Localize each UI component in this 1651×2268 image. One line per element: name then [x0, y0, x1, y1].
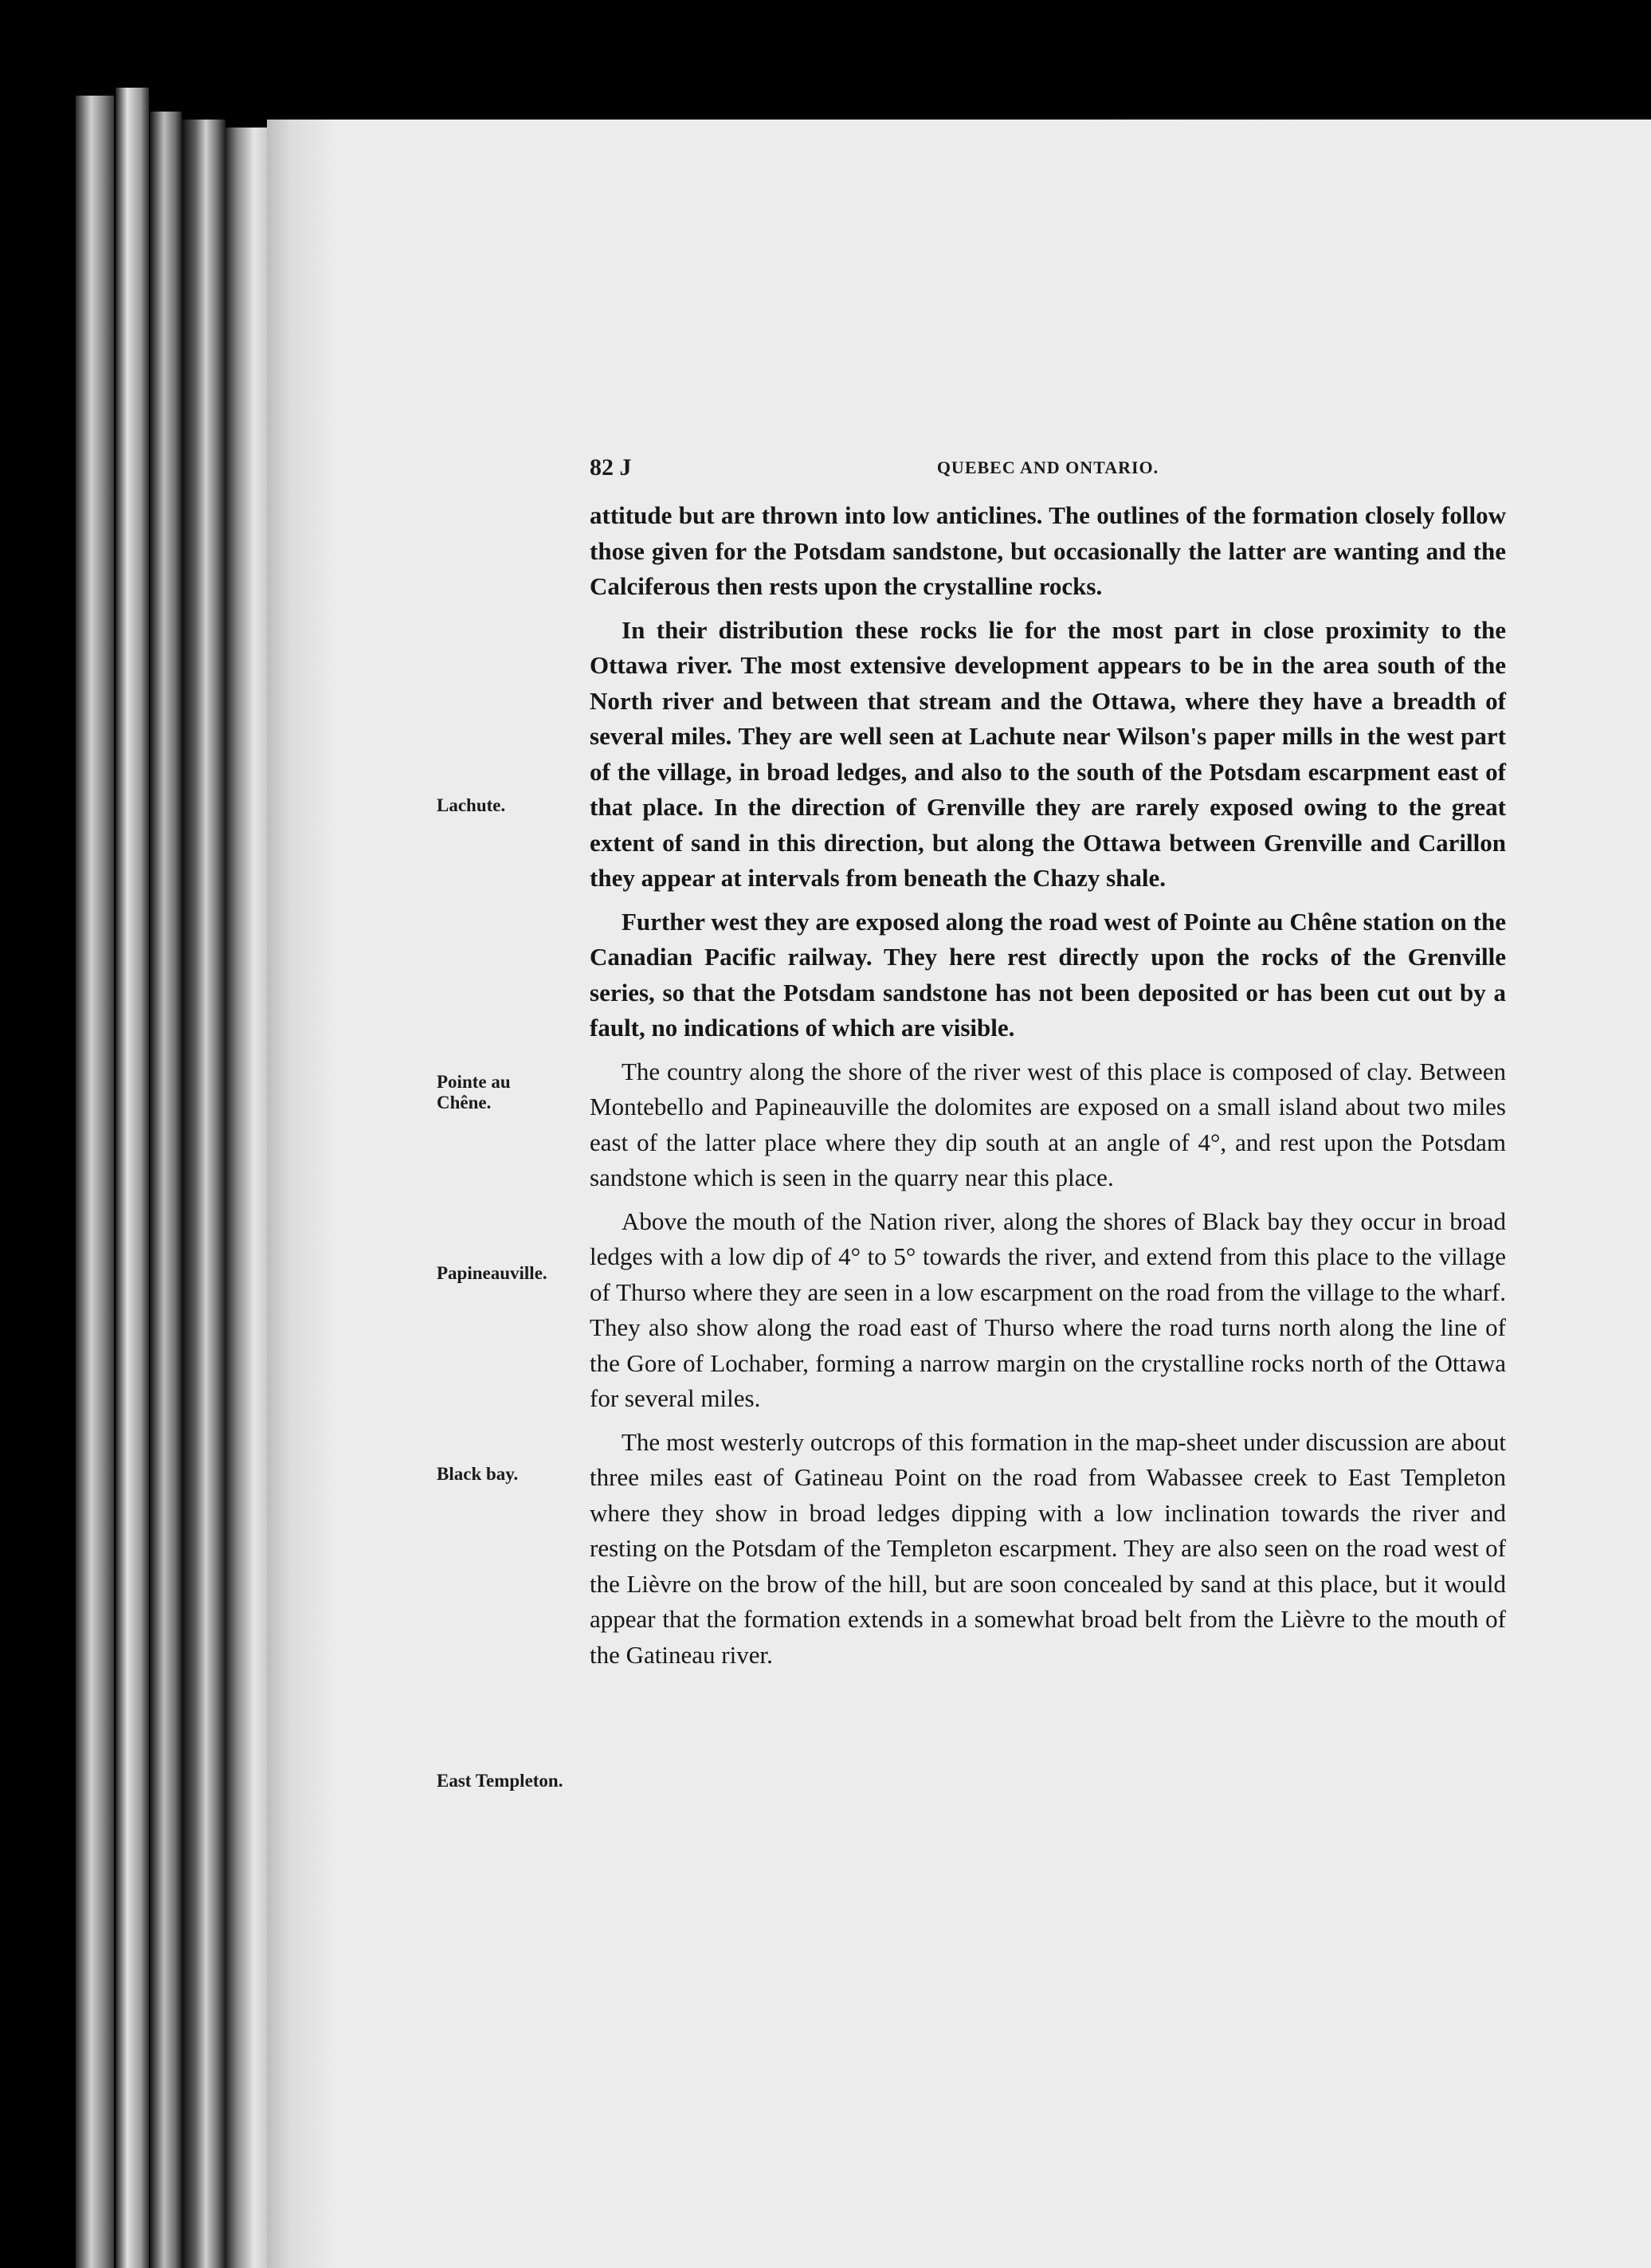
paragraph: attitude but are thrown into low anticlines. The outlines of the formation closely follow those given for the Potsdam sandstone, but occasionally the latter are wanting and the Calciferous then rests upon the crystalline rocks.	[590, 501, 1506, 600]
paragraph: In their distribution these rocks lie for the most part in close proximity to the Ottawa river. The most extensive development appears to be in the area south of the North river and between that stream and the Ottawa, where they have a breadth of several miles. They are well seen at Lachute near Wilson's paper mills in the west part of the village, in broad ledges, and also to the south of the Potsdam escarpment east of that place. In the direction of Grenville they are rarely exposed owing to the great extent of sand in this direction, but along the Ottawa between Grenville and Carillon they appear at intervals from beneath the Chazy shale.	[590, 615, 1506, 892]
side-note-papineauville: Papineauville.	[437, 1263, 547, 1283]
page-edge	[76, 96, 114, 2268]
running-title: QUEBEC AND ONTARIO.	[936, 457, 1159, 477]
side-note-pointe-au-chene: Pointe au Chêne.	[437, 1072, 511, 1112]
paragraph: Above the mouth of the Nation river, along the shores of Black bay they occur in broad ledges with a low dip of 4° to 5° towards the river, and extend from this place to the village of Thurso where they are seen in a low escarpment on the road from the village to the wharf. They also show along the road east of Thurso where the road turns north along the line of the Gore of Lochaber, forming a narrow margin on the crystalline rocks north of the Ottawa for several miles.	[590, 1207, 1506, 1412]
side-note-black-bay: Black bay.	[437, 1464, 519, 1484]
page-edge	[182, 120, 225, 2268]
running-head	[590, 454, 1506, 486]
side-note-east-templeton: East Templeton.	[437, 1771, 563, 1791]
paragraph: Further west they are exposed along the road west of Pointe au Chêne station on the Canadian Pacific railway. They here rest directly upon the rocks of the Grenville series, so that the Potsdam sandstone has not been deposited or has been cut out by a fault, no indications of which are visible.	[590, 907, 1506, 1042]
side-note-lachute: Lachute.	[437, 795, 506, 815]
body-text	[590, 498, 1506, 1681]
book-page	[267, 120, 1651, 2268]
page-number: 82 J	[590, 454, 632, 481]
page-edge	[116, 88, 149, 2268]
paragraph: The country along the shore of the river west of this place is composed of clay. Between Montebello and Papineauville the dolomites are exposed on a small island about two miles east of the latter place where they dip south at an angle of 4°, and rest upon the Potsdam sandstone which is seen in the quarry near this place.	[590, 1057, 1506, 1191]
paragraph: The most westerly outcrops of this formation in the map-sheet under discussion are about three miles east of Gatineau Point on the road from Wabassee creek to East Templeton where they show in broad ledges dipping with a low inclination towards the river and resting on the Potsdam of the Templeton escarpment. They are also seen on the road west of the Lièvre on the brow of the hill, but are soon concealed by sand at this place, but it would appear that the formation extends in a somewhat broad belt from the Lièvre to the mouth of the Gatineau river.	[590, 1427, 1506, 1669]
page-edge	[150, 112, 182, 2268]
page-edge	[225, 128, 273, 2268]
